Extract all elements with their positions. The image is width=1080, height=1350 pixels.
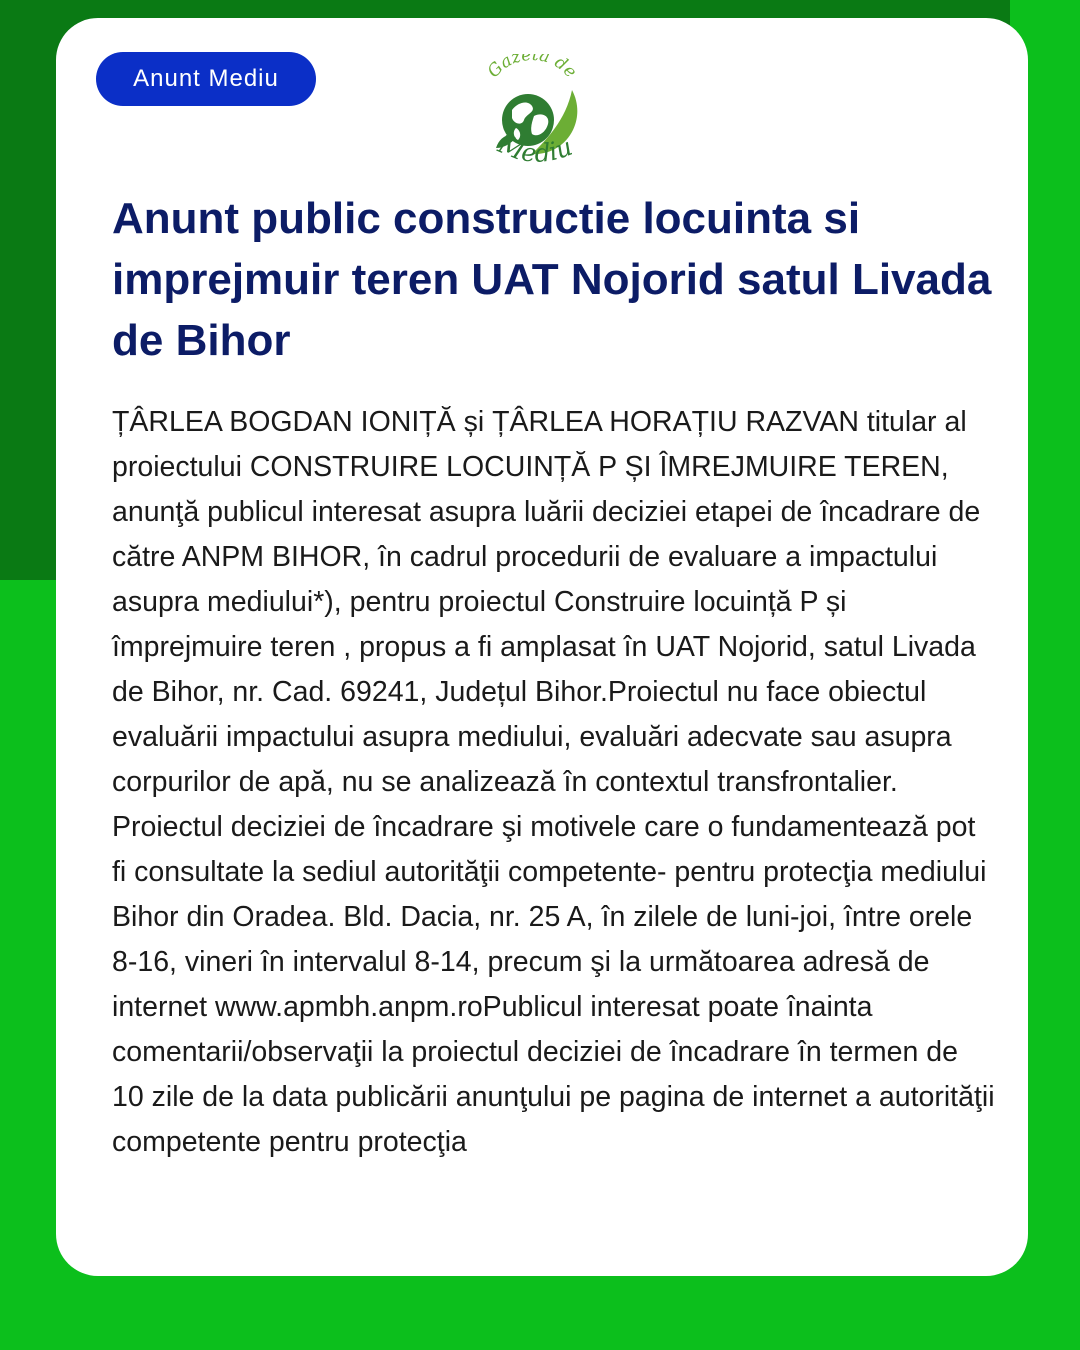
article-body: ȚÂRLEA BOGDAN IONIȚĂ și ȚÂRLEA HORAȚIU RAZVAN titular al proiectului CONSTRUIRE LOCUINȚĂ P ȘI ÎMREJMUIRE TEREN, anunţă publicul interesat asupra luării deciziei etapei de încadrare de către ANPM BIHOR, în cadrul procedurii de evaluare a impactului asupra mediului*), pentru proiectul Construire locuință P și împrejmuire teren , propus a fi amplasat în UAT Nojorid, satul Livada de Bihor, nr. Cad. 69241, Județul Bihor.Proiectul nu face obiectul evaluării impactului asupra mediului, evaluări adecvate sau asupra corpurilor de apă, nu se analizează în contextul transfrontalier. Proiectul deciziei de încadrare şi motivele care o fundamentează pot fi consultate la sediul autorităţii competente- pentru protecţia mediului Bihor din Oradea. Bld. Dacia, nr. 25 A, în zilele de luni-joi, între orele 8-16, vineri în intervalul 8-14, precum şi la următoarea adresă de internet www.apmbh.anpm.roPublicul interesat poate înainta comentarii/observaţii la proiectul deciziei de încadrare în termen de 10 zile de la data publicării anunţului pe pagina de internet a autorităţii competente pentru protecţia (112, 406, 995, 1158)
announcement-card (56, 18, 1028, 1276)
svg-text:Mediu: Mediu (494, 129, 577, 169)
globe-leaf-icon (476, 54, 586, 174)
category-badge-label: Anunt Mediu (133, 65, 279, 92)
gazeta-de-mediu-logo (476, 54, 586, 174)
article-title: Anunt public constructie locuinta si imprejmuir teren UAT Nojorid satul Livada de Bihor (112, 194, 992, 365)
svg-text:Gazeta de: Gazeta de (483, 54, 581, 82)
category-badge[interactable] (96, 52, 316, 106)
